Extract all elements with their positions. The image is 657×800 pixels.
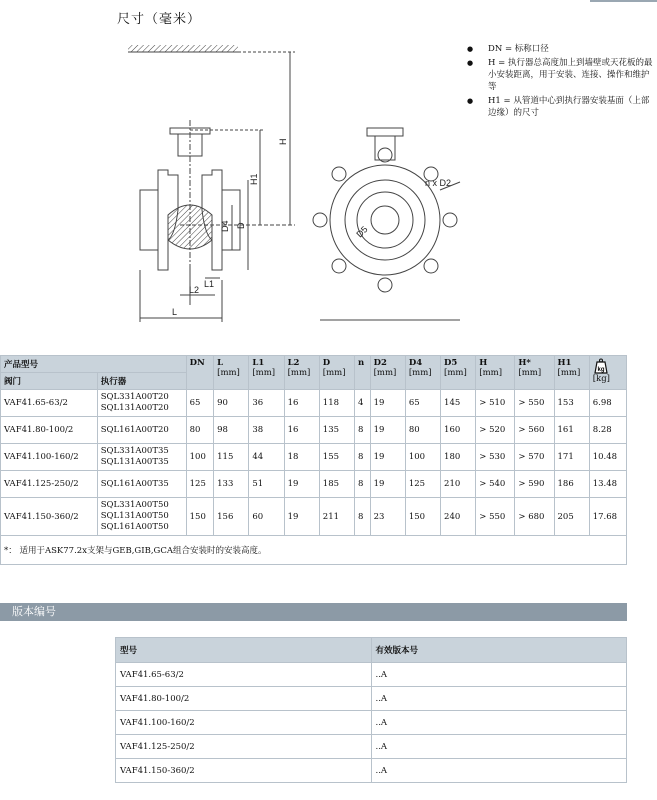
cell-value: 19 <box>370 444 405 471</box>
table-header-row <box>116 638 627 663</box>
actuator-model: SQL131A00T35 <box>100 457 169 467</box>
label-h1: H1 <box>249 173 259 185</box>
svg-text:kg: kg <box>597 367 605 373</box>
table-row <box>1 390 627 417</box>
table-row <box>116 663 627 687</box>
label-nxd2: n x D2 <box>425 178 452 188</box>
cell-version: ..A <box>371 759 627 783</box>
col-header-h1: H1 [mm] <box>554 356 589 390</box>
cell-version: ..A <box>371 687 627 711</box>
valve-dimension-drawing <box>120 40 465 330</box>
cell-value: 135 <box>319 417 354 444</box>
cell-value: 6.98 <box>589 390 626 417</box>
cell-value: 161 <box>554 417 589 444</box>
col-header-l: L [mm] <box>214 356 249 390</box>
cell-value: 18 <box>284 444 319 471</box>
actuator-model: SQL161A00T20 <box>100 424 169 435</box>
cell-value: 19 <box>370 390 405 417</box>
col-header-actuator: 执行器 <box>97 373 186 390</box>
cell-value: 118 <box>319 390 354 417</box>
cell-value: > 560 <box>515 417 554 444</box>
col-header-product: 产品型号 <box>1 356 187 373</box>
cell-valve: VAF41.65-63/2 <box>1 390 98 417</box>
cell-version: ..A <box>371 735 627 759</box>
cell-model: VAF41.125-250/2 <box>116 735 372 759</box>
cell-value: 90 <box>214 390 249 417</box>
cell-value: 145 <box>441 390 476 417</box>
col-header-l2: L2 [mm] <box>284 356 319 390</box>
cell-value: 13.48 <box>589 471 626 498</box>
cell-value: 125 <box>186 471 214 498</box>
footnote: *： 适用于ASK77.2x支架与GEB,GIB,GCA组合安装时的安装高度。 <box>1 536 627 565</box>
cell-value: 65 <box>405 390 440 417</box>
cell-value: > 680 <box>515 498 554 536</box>
cell-version: ..A <box>371 663 627 687</box>
actuator-model: SQL331A00T35 <box>100 446 169 456</box>
col-header-weight: kg [kg] <box>589 356 626 390</box>
cell-actuator <box>97 390 186 417</box>
cell-value: 51 <box>249 471 284 498</box>
note-item: ● H = 执行器总高度加上到墙壁或天花板的最小安装距离，用于安装、连接、操作和维护等 <box>467 57 657 93</box>
cell-value: 19 <box>370 471 405 498</box>
cell-value: 8 <box>355 444 371 471</box>
actuator-model: SQL331A00T20 <box>100 392 169 402</box>
cell-actuator <box>97 417 186 444</box>
cell-value: 38 <box>249 417 284 444</box>
cell-value: 36 <box>249 390 284 417</box>
cell-model: VAF41.65-63/2 <box>116 663 372 687</box>
dimension-notes <box>467 43 657 121</box>
cell-value: 160 <box>441 417 476 444</box>
cell-value: 80 <box>405 417 440 444</box>
cell-actuator <box>97 471 186 498</box>
cell-value: 16 <box>284 390 319 417</box>
col-header-d: D [mm] <box>319 356 354 390</box>
cell-value: 23 <box>370 498 405 536</box>
label-l2: L2 <box>189 285 200 295</box>
cell-value: > 590 <box>515 471 554 498</box>
col-header-model: 型号 <box>116 638 372 663</box>
cell-value: 65 <box>186 390 214 417</box>
cell-value: 44 <box>249 444 284 471</box>
note-item: ● DN = 标称口径 <box>467 43 657 55</box>
cell-value: > 520 <box>476 417 515 444</box>
table-row <box>116 759 627 783</box>
table-row <box>1 417 627 444</box>
cell-actuator <box>97 444 186 471</box>
cell-value: 98 <box>214 417 249 444</box>
col-header-h-star: H* [mm] <box>515 356 554 390</box>
label-l: L <box>172 307 178 317</box>
table-row <box>1 498 627 536</box>
col-header-l1: L1 [mm] <box>249 356 284 390</box>
cell-value: 155 <box>319 444 354 471</box>
actuator-model: SQL161A00T50 <box>100 522 169 532</box>
cell-value: 210 <box>441 471 476 498</box>
cell-value: 185 <box>319 471 354 498</box>
cell-value: > 550 <box>476 498 515 536</box>
cell-value: 19 <box>284 471 319 498</box>
actuator-model: SQL131A00T50 <box>100 511 169 521</box>
label-l1: L1 <box>204 279 215 289</box>
cell-value: 156 <box>214 498 249 536</box>
table-row <box>1 471 627 498</box>
version-section-title: 版本编号 <box>0 603 627 621</box>
cell-model: VAF41.150-360/2 <box>116 759 372 783</box>
cell-value: 150 <box>186 498 214 536</box>
table-row <box>116 735 627 759</box>
cell-value: > 550 <box>515 390 554 417</box>
cell-value: 8 <box>355 417 371 444</box>
table-row <box>116 711 627 735</box>
cell-value: 180 <box>441 444 476 471</box>
cell-value: 205 <box>554 498 589 536</box>
cell-valve: VAF41.150-360/2 <box>1 498 98 536</box>
cell-value: 16 <box>284 417 319 444</box>
cell-value: 80 <box>186 417 214 444</box>
cell-value: 4 <box>355 390 371 417</box>
cell-value: 115 <box>214 444 249 471</box>
cell-value: 171 <box>554 444 589 471</box>
cell-value: 100 <box>186 444 214 471</box>
label-d5: D5 <box>354 224 370 240</box>
cell-value: 211 <box>319 498 354 536</box>
table-row <box>116 687 627 711</box>
cell-model: VAF41.80-100/2 <box>116 687 372 711</box>
col-header-d5: D5 [mm] <box>441 356 476 390</box>
version-table <box>115 637 627 783</box>
footnote-row <box>1 536 627 565</box>
col-header-h: H [mm] <box>476 356 515 390</box>
cell-version: ..A <box>371 711 627 735</box>
cell-value: 10.48 <box>589 444 626 471</box>
cell-value: 8 <box>355 498 371 536</box>
actuator-model: SQL331A00T50 <box>100 500 169 510</box>
cell-value: > 510 <box>476 390 515 417</box>
cell-value: > 540 <box>476 471 515 498</box>
table-row <box>1 444 627 471</box>
col-header-n: n <box>355 356 371 390</box>
label-h: H <box>278 138 288 145</box>
cell-value: 8.28 <box>589 417 626 444</box>
cell-valve: VAF41.100-160/2 <box>1 444 98 471</box>
col-header-dn: DN <box>186 356 214 390</box>
actuator-model: SQL161A00T35 <box>100 478 169 489</box>
col-header-version: 有效版本号 <box>371 638 627 663</box>
cell-value: 186 <box>554 471 589 498</box>
cell-value: 19 <box>284 498 319 536</box>
cell-value: 125 <box>405 471 440 498</box>
cell-actuator <box>97 498 186 536</box>
table-header-row <box>1 356 627 373</box>
actuator-model: SQL131A00T20 <box>100 403 169 413</box>
label-d: D <box>236 222 246 229</box>
col-header-valve: 阀门 <box>1 373 98 390</box>
note-item: ● H1 = 从管道中心到执行器安装基面（上部边缘）的尺寸 <box>467 95 657 119</box>
page-heading: 尺寸（毫米） <box>117 12 202 27</box>
cell-value: 133 <box>214 471 249 498</box>
cell-value: 8 <box>355 471 371 498</box>
cell-value: > 530 <box>476 444 515 471</box>
top-rule <box>590 0 657 2</box>
specification-table <box>0 355 627 565</box>
cell-value: 60 <box>249 498 284 536</box>
cell-value: 100 <box>405 444 440 471</box>
label-d4: D4 <box>220 220 230 232</box>
cell-value: > 570 <box>515 444 554 471</box>
cell-model: VAF41.100-160/2 <box>116 711 372 735</box>
cell-value: 153 <box>554 390 589 417</box>
cell-value: 240 <box>441 498 476 536</box>
cell-valve: VAF41.125-250/2 <box>1 471 98 498</box>
cell-value: 19 <box>370 417 405 444</box>
weight-icon <box>593 358 609 374</box>
cell-value: 17.68 <box>589 498 626 536</box>
col-header-d2: D2 [mm] <box>370 356 405 390</box>
col-header-d4: D4 [mm] <box>405 356 440 390</box>
cell-valve: VAF41.80-100/2 <box>1 417 98 444</box>
cell-value: 150 <box>405 498 440 536</box>
